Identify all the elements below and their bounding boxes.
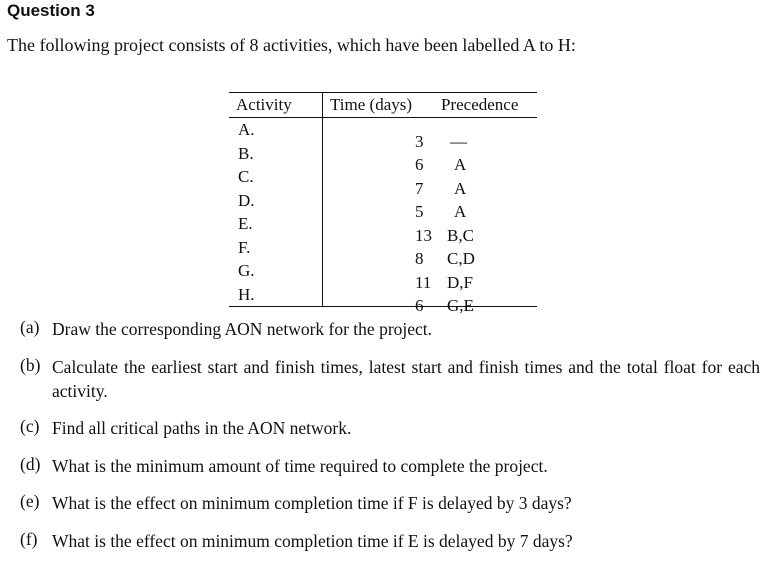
precedence-cell: C,D (447, 249, 475, 269)
time-cell: 13 (415, 225, 432, 245)
table-row (229, 236, 537, 260)
precedence-cell: — (450, 131, 467, 151)
table-row (229, 189, 537, 213)
precedence-cell-wrap (434, 142, 537, 175)
part-text: What is the minimum amount of time required to complete the project. (52, 456, 548, 476)
table-row (229, 259, 537, 283)
precedence-cell-wrap (434, 118, 537, 151)
activity-cell: A. (229, 118, 323, 142)
time-cell: 6 (415, 296, 424, 316)
table-row (229, 142, 537, 166)
part-label: (a) (20, 317, 40, 337)
precedence-cell-wrap (434, 165, 537, 198)
activity-table (229, 92, 537, 316)
time-cell-wrap (323, 212, 435, 245)
time-cell: 3 (415, 131, 424, 151)
time-cell: 11 (415, 272, 432, 292)
part-label: (d) (20, 454, 41, 474)
part-label: (b) (20, 355, 41, 375)
part-text: What is the effect on minimum completion time if E is delayed by 7 days? (52, 531, 573, 551)
time-cell: 5 (415, 202, 424, 222)
precedence-cell-wrap (434, 236, 537, 269)
part-label: (f) (20, 529, 38, 549)
time-cell-wrap (323, 236, 435, 269)
time-cell: 7 (415, 178, 424, 198)
activity-cell: C. (229, 165, 323, 189)
activity-cell: F. (229, 236, 323, 260)
precedence-cell-wrap (434, 259, 537, 292)
activity-cell: B. (229, 142, 323, 166)
part-text: Find all critical paths in the AON network. (52, 418, 352, 438)
precedence-cell: A (454, 155, 467, 175)
precedence-cell-wrap (434, 212, 537, 245)
activity-cell: D. (229, 189, 323, 213)
intro-text: The following project consists of 8 activities, which have been labelled A to H: (7, 35, 576, 55)
header-precedence: Precedence (441, 95, 519, 114)
table-row (229, 118, 537, 142)
time-cell-wrap (323, 283, 435, 316)
precedence-cell: B,C (447, 225, 474, 245)
time-cell-wrap (323, 165, 435, 198)
question-heading: Question 3 (7, 1, 95, 20)
time-cell: 6 (415, 155, 424, 175)
table-row (229, 212, 537, 236)
part-text: Draw the corresponding AON network for the project. (52, 319, 433, 339)
part-text: What is the effect on minimum completion time if F is delayed by 3 days? (52, 493, 572, 513)
table-row (229, 165, 537, 189)
activity-cell: G. (229, 259, 323, 283)
header-time: Time (days) (330, 95, 413, 114)
precedence-cell-wrap (434, 283, 537, 316)
header-activity: Activity (229, 93, 323, 118)
part-label: (e) (20, 491, 40, 511)
time-cell-wrap (323, 142, 435, 175)
precedence-cell-wrap (434, 189, 537, 222)
table-header-row (229, 93, 537, 118)
activity-cell: H. (229, 283, 323, 307)
activity-cell: E. (229, 212, 323, 236)
time-cell: 8 (415, 249, 424, 269)
precedence-cell: G,E (447, 296, 474, 316)
precedence-cell: A (454, 202, 467, 222)
precedence-cell: A (454, 178, 467, 198)
part-text: Calculate the earliest start and finish times, latest start and finish times and the total float for each activity. (52, 357, 760, 401)
time-cell-wrap (323, 259, 435, 292)
time-cell-wrap (323, 118, 435, 151)
time-cell-wrap (323, 189, 435, 222)
part-label: (c) (20, 416, 40, 436)
table-row (229, 283, 537, 307)
precedence-cell: D,F (447, 272, 473, 292)
